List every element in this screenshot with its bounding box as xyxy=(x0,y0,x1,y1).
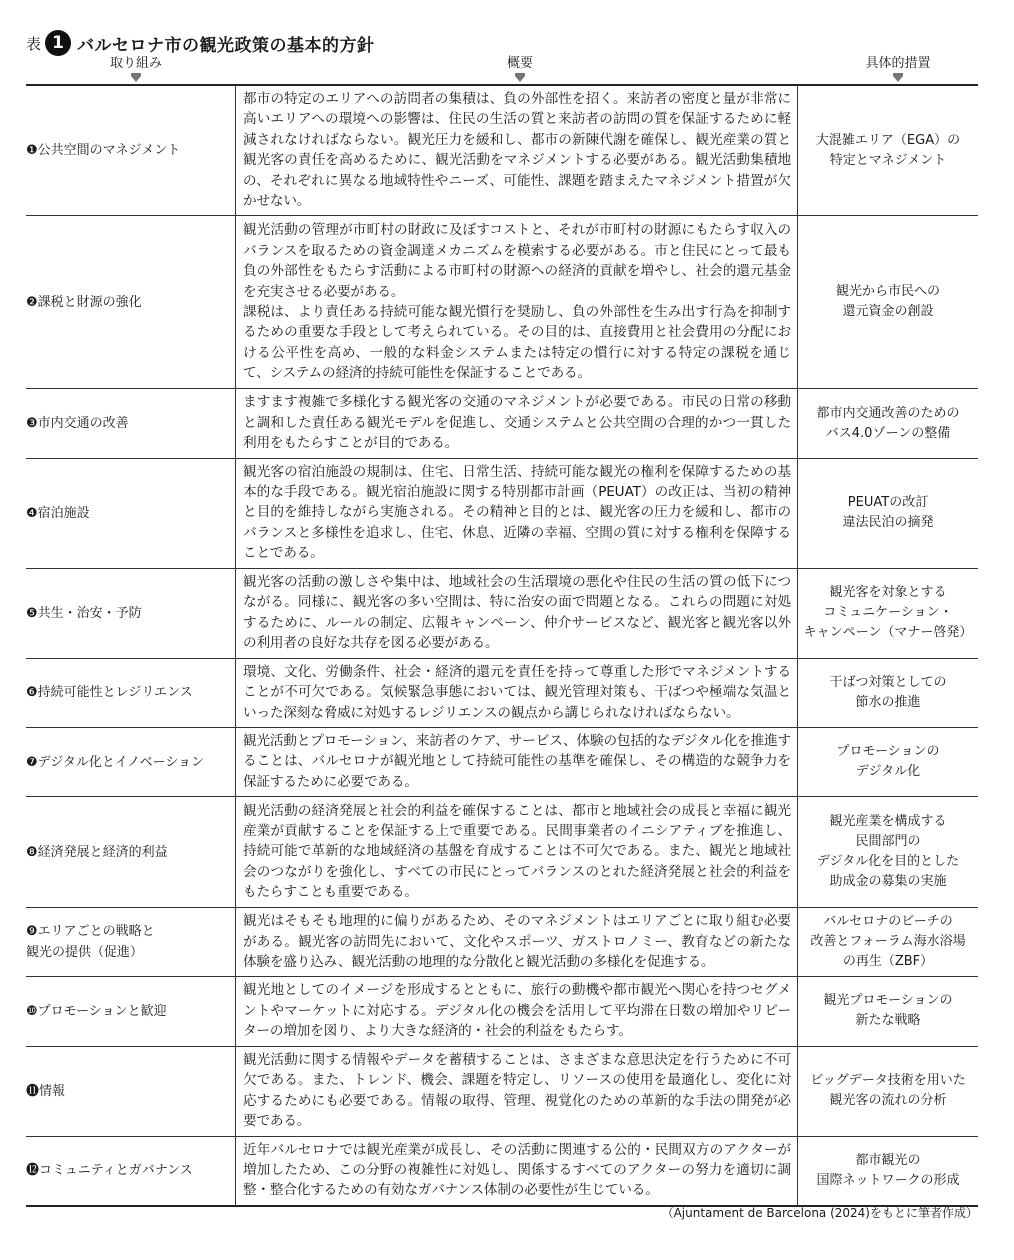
initiative-number: ❷ xyxy=(26,294,38,310)
initiative-label: 市内交通の改善 xyxy=(37,416,129,432)
summary-text: 観光活動の管理が市町村の財政に及ぼすコストと、それが市町村の財源にもたらす収入のバランスを取るための資金調達メカニズムを模索する必要がある。市と住民にとって最も負の外部性をもたらす活動による市町村の財源への経済的貢献を増やし、社会的還元基金を充実させる必要がある。 課税は、より責任ある持続可能な観光慣行を奨励し、負の外部性を生み出す行為を抑制するための重要な手段として考えられている。その目的は、直接費用と社会費用の分配における公平性を高め、一般的な料金システムまたは特定の慣行に対する特定の課税を通じて、システムの経済的持続可能性を保証することである。 xyxy=(243,222,791,382)
measures-text: 大混雑エリア（EGA）の 特定とマネジメント xyxy=(815,132,961,168)
initiative-cell xyxy=(26,797,236,908)
summary-text: 観光はそもそも地理的に偏りがあるため、そのマネジメントはエリアごとに取り組む必要がある。観光客の訪問先において、文化やスポーツ、ガストロノミー、教育などの新たな体験を盛り込み、観光活動の地理的な分散化と観光活動の多様化を促進する。 xyxy=(243,913,791,970)
initiative-cell xyxy=(26,389,236,458)
policy-table xyxy=(26,86,978,1207)
measures-cell xyxy=(798,86,979,216)
table-row xyxy=(26,86,978,216)
measures-text: プロモーションの デジタル化 xyxy=(836,744,940,780)
measures-cell xyxy=(798,727,979,796)
initiative-label: デジタル化とイノベーション xyxy=(37,754,205,770)
initiative-label: プロモーションと歓迎 xyxy=(37,1003,167,1019)
initiative-cell xyxy=(26,727,236,796)
initiative-cell xyxy=(26,216,236,389)
pin-marker-icon xyxy=(893,73,903,82)
initiative-cell xyxy=(26,458,236,568)
initiative-number: ❶ xyxy=(26,143,38,159)
table-row xyxy=(26,216,978,389)
initiative-cell xyxy=(26,568,236,658)
initiative-label: 持続可能性とレジリエンス xyxy=(37,685,193,701)
summary-cell xyxy=(236,1136,798,1206)
initiative-label: コミュニティとガバナンス xyxy=(39,1163,193,1179)
summary-cell xyxy=(236,389,798,458)
summary-text: 観光活動の経済発展と社会的利益を確保することは、都市と地域社会の成長と幸福に観光産業が貢献することを保証する上で重要である。民間事業者のイニシアティブを推進し、持続可能で革新的な地域経済の基盤を育成することは不可欠である。また、観光と地域社会のつながりを強化し、すべての市民にとってバランスのとれた経済発展と社会的利益をもたらすことも重要である。 xyxy=(243,802,791,901)
summary-cell xyxy=(236,797,798,908)
measures-text: 都市観光の 国際ネットワークの形成 xyxy=(816,1152,960,1188)
initiative-label: 共生・治安・予防 xyxy=(37,605,142,621)
summary-text: 観光地としてのイメージを形成するとともに、旅行の動機や都市観光へ関心を持つセグメントやマーケットに対応する。デジタル化の機会を活用して平均滞在日数の増加やリピーターの増加を図り、より大きな経済的・社会的利益をもたらす。 xyxy=(243,982,791,1040)
measures-cell xyxy=(798,1136,979,1206)
summary-cell xyxy=(236,727,798,796)
measures-cell xyxy=(798,216,979,389)
initiative-label: 宿泊施設 xyxy=(37,505,90,521)
column-header-summary xyxy=(480,56,560,82)
summary-text: 観光活動に関する情報やデータを蓄積することは、さまざまな意思決定を行うために不可欠である。また、トレンド、機会、課題を特定し、リソースの使用を最適化し、変化に対応するためにも必要である。情報の取得、管理、視覚化のための革新的な手法の開発が必要である。 xyxy=(243,1051,791,1129)
table-row xyxy=(26,1046,978,1136)
measures-text: 干ばつ対策としての 節水の推進 xyxy=(829,674,947,710)
initiative-number: ⓬ xyxy=(26,1163,40,1179)
measures-text: 観光プロモーションの 新たな戦略 xyxy=(823,993,953,1029)
initiative-number: ❸ xyxy=(26,416,38,432)
table-row xyxy=(26,908,978,977)
summary-text: 観光客の活動の激しさや集中は、地域社会の生活環境の悪化や住民の生活の質の低下につながる。同様に、観光客の多い空間は、特に治安の面で問題となる。これらの問題に対処するために、ルールの制定、広報キャンペーン、仲介サービスなど、観光客と観光客以外の利用者の良好な共存を図る必要がある。 xyxy=(243,573,791,652)
table-row xyxy=(26,727,978,796)
table-row xyxy=(26,797,978,908)
column-header-label: 取り組み xyxy=(109,56,162,71)
initiative-cell xyxy=(26,86,236,216)
initiative-number: ❹ xyxy=(26,505,38,521)
table-row xyxy=(26,1136,978,1206)
initiative-cell xyxy=(26,977,236,1046)
initiative-label: エリアごとの戦略と 観光の提供（促進） xyxy=(26,924,155,961)
initiative-label: 経済発展と経済的利益 xyxy=(37,844,168,860)
summary-cell xyxy=(236,216,798,389)
measures-text: PEUATの改訂 違法民泊の摘発 xyxy=(842,495,934,531)
measures-cell xyxy=(798,1046,979,1136)
measures-text: ビッグデータ技術を用いた 観光客の流れの分析 xyxy=(810,1073,966,1109)
measures-cell xyxy=(798,568,979,658)
initiative-cell xyxy=(26,908,236,977)
measures-text: 観光産業を構成する 民間部門の デジタル化を目的とした 助成金の募集の実施 xyxy=(816,814,960,890)
column-header-label: 具体的措置 xyxy=(865,56,931,71)
initiative-number: ❽ xyxy=(26,844,38,860)
summary-cell xyxy=(236,458,798,568)
initiative-label: 課税と財源の強化 xyxy=(37,294,142,310)
initiative-number: ❻ xyxy=(26,685,38,701)
table-row xyxy=(26,658,978,727)
initiative-number: ⓫ xyxy=(26,1083,40,1099)
summary-text: 観光活動とプロモーション、来訪者のケア、サービス、体験の包括的なデジタル化を推進することは、バルセロナが観光地として持続可能性の基準を確保し、その構造的な競争力を保証するために必要である。 xyxy=(243,732,791,790)
measures-cell xyxy=(798,658,979,727)
measures-cell xyxy=(798,908,979,977)
measures-cell xyxy=(798,389,979,458)
initiative-number: ❿ xyxy=(26,1003,38,1019)
column-header-initiatives xyxy=(96,56,176,82)
summary-cell xyxy=(236,908,798,977)
column-header-label: 概要 xyxy=(506,56,533,71)
table-prefix: 表 xyxy=(26,34,42,53)
summary-text: 近年バルセロナでは観光産業が成長し、その活動に関連する公的・民間双方のアクターが増加したため、この分野の複雑性に対処し、関係するすべてのアクターの努力を適切に調整・整合化するための有効なガバナンス体制の必要性が生じている。 xyxy=(243,1141,791,1199)
source-note: （Ajuntament de Barcelona (2024)をもとに筆者作成） xyxy=(661,1206,978,1220)
measures-text: 観光客を対象とする コミュニケーション・ キャンペーン（マナー啓発） xyxy=(803,585,973,641)
summary-cell xyxy=(236,1046,798,1136)
table-title xyxy=(26,26,375,60)
initiative-number: ❾ xyxy=(26,924,38,940)
measures-cell xyxy=(798,797,979,908)
measures-cell xyxy=(798,458,979,568)
initiative-number: ❺ xyxy=(26,605,38,621)
table-row xyxy=(26,389,978,458)
summary-cell xyxy=(236,86,798,216)
summary-text: 環境、文化、労働条件、社会・経済的還元を責任を持って尊重した形でマネジメントすることが不可欠である。気候緊急事態においては、観光管理対策も、干ばつや極端な気温といった深刻な脅威に対処するレジリエンスの観点から講じられなければならない。 xyxy=(243,663,791,721)
table-row xyxy=(26,568,978,658)
initiative-label: 公共空間のマネジメント xyxy=(37,143,181,159)
summary-cell xyxy=(236,658,798,727)
pin-marker-icon xyxy=(515,73,525,82)
initiative-number: ❼ xyxy=(26,754,38,770)
table-title-text: バルセロナ市の観光政策の基本的方針 xyxy=(77,35,375,56)
measures-text: 都市内交通改善のための バス4.0ゾーンの整備 xyxy=(816,405,960,441)
measures-cell xyxy=(798,977,979,1046)
summary-cell xyxy=(236,977,798,1046)
initiative-label: 情報 xyxy=(39,1083,66,1099)
initiative-cell xyxy=(26,1136,236,1206)
table-row xyxy=(26,458,978,568)
column-header-measures xyxy=(848,56,948,82)
measures-text: 観光から市民への 還元資金の創設 xyxy=(835,284,940,320)
summary-text: 都市の特定のエリアへの訪問者の集積は、負の外部性を招く。来訪者の密度と量が非常に高いエリアへの環境への影響は、住民の生活の質と来訪者の訪問の質を保証するために軽減されなければならない。観光圧力を緩和し、都市の新陳代謝を確保し、観光産業の質と観光客の責任を高めるために、観光活動をマネジメントする必要がある。観光活動集積地の、それぞれに異なる地域特性やニーズ、可能性、課題を踏まえたマネジメント措置が欠かせない。 xyxy=(243,91,791,210)
policy-table-body xyxy=(26,86,978,1206)
summary-cell xyxy=(236,568,798,658)
summary-text: 観光客の宿泊施設の規制は、住宅、日常生活、持続可能な観光の権利を保障するための基本的な手段である。観光宿泊施設に関する特別都市計画（PEUAT）の改正は、当初の精神と目的を維持しながら実施される。その精神と目的とは、観光客の圧力を緩和し、都市のバランスと多様性を追求し、住宅、休息、近隣の幸福、空間の質に対する権利を保障することである。 xyxy=(243,463,791,562)
summary-text: ますます複雑で多様化する観光客の交通のマネジメントが必要である。市民の日常の移動と調和した責任ある観光モデルを促進し、交通システムと公共空間の合理的かつ一貫した利用をもたらすことが目的である。 xyxy=(243,394,791,452)
table-row xyxy=(26,977,978,1046)
initiative-cell xyxy=(26,1046,236,1136)
table-number-badge: 1 xyxy=(45,30,71,56)
initiative-cell xyxy=(26,658,236,727)
measures-text: バルセロナのビーチの 改善とフォーラム海水浴場 の再生（ZBF） xyxy=(810,914,966,970)
pin-marker-icon xyxy=(131,73,141,82)
